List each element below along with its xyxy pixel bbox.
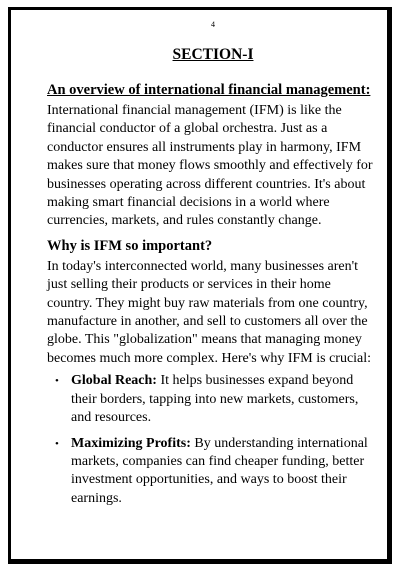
overview-paragraph: International financial management (IFM) is like the financial conductor of a global orchestra. Just as a conductor ensures all instruments play in harmony, IFM makes sure that money flows smoothly and effectively for businesses operating across different countries. It's about making smart financial decisions in a world where currencies, markets, and rules constantly change. bbox=[47, 103, 373, 229]
page-content bbox=[47, 20, 379, 515]
why-paragraph: In today's interconnected world, many businesses aren't just selling their products or services in their home country. They might buy raw materials from one country, manufacture in another, and sell to customers all over the globe. This "globalization" means that managing money becomes much more complex. Here's why IFM is crucial: bbox=[47, 258, 372, 366]
bullet-icon: • bbox=[55, 437, 59, 450]
list-item bbox=[55, 372, 379, 427]
bullet-term: Global Reach: bbox=[71, 373, 157, 389]
bullet-text: By understanding international markets, companies can find cheaper funding, better investment opportunities, and ways to boost their earnings. bbox=[71, 435, 368, 506]
reasons-list bbox=[47, 372, 379, 508]
bullet-icon: • bbox=[55, 375, 59, 388]
list-item bbox=[55, 435, 379, 509]
bullet-term: Maximizing Profits: bbox=[71, 435, 191, 451]
bullet-text: It helps businesses expand beyond their borders, tapping into new markets, customers, and resources. bbox=[71, 373, 359, 426]
page-border bbox=[8, 7, 392, 564]
page-number: 4 bbox=[211, 20, 215, 29]
overview-heading: An overview of international financial management: bbox=[47, 82, 371, 98]
why-heading: Why is IFM so important? bbox=[47, 237, 213, 254]
section-title: SECTION-I bbox=[172, 46, 254, 63]
